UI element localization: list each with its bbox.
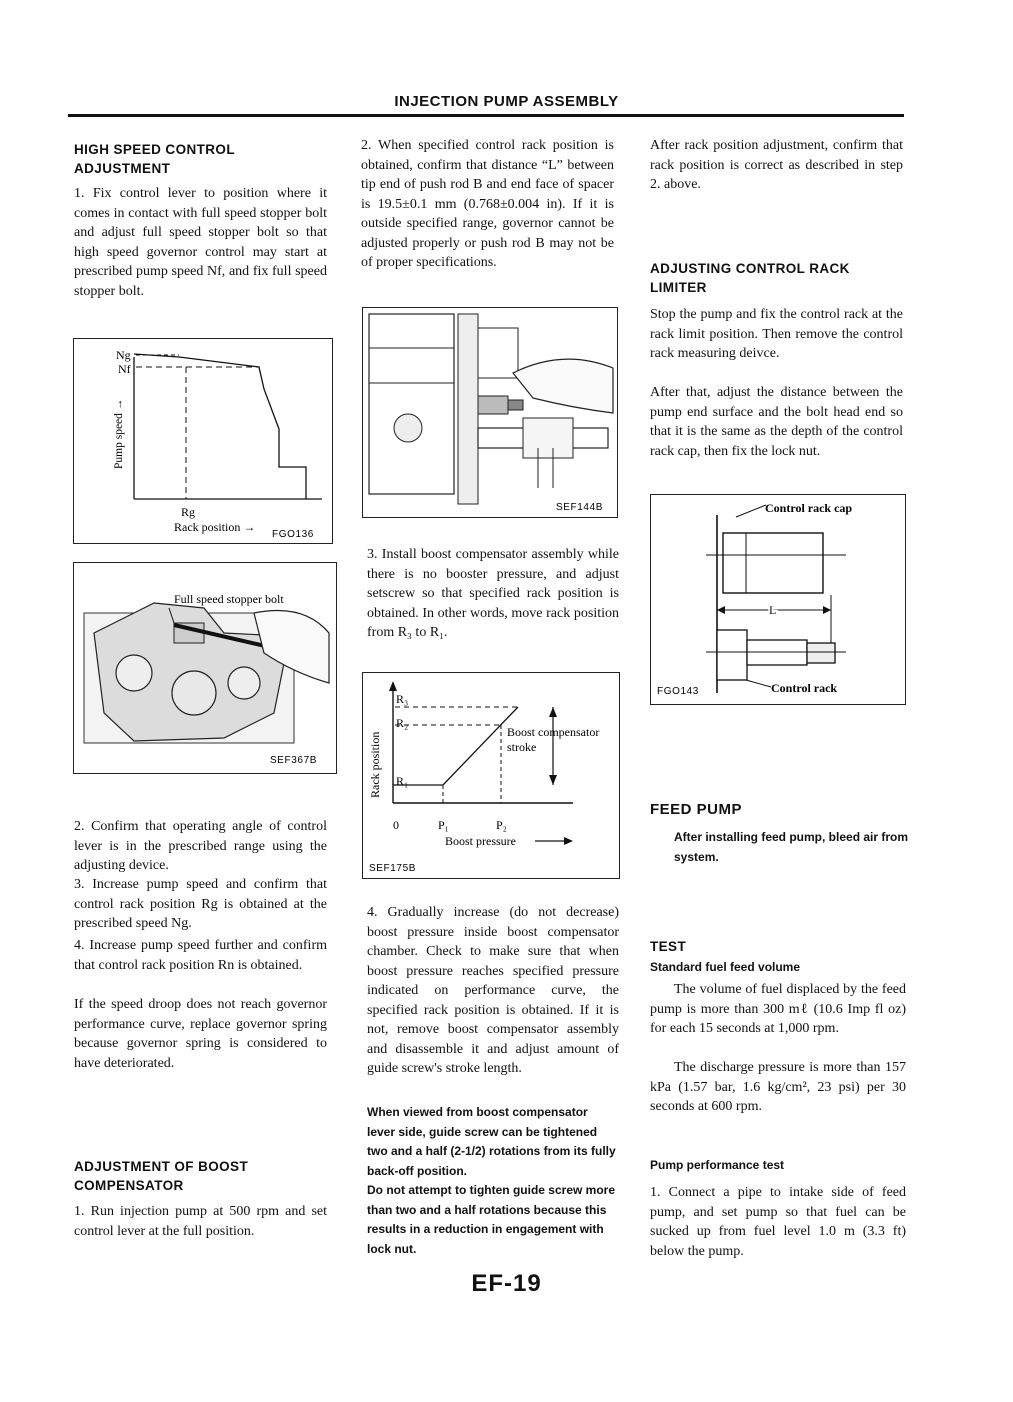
control-rack-label: Control rack xyxy=(771,681,838,695)
col1-para5: If the speed droop does not reach governor performance curve, replace governor spring because governor spring is considered to have deteriorated. xyxy=(74,997,327,1071)
rack-position-axis-label-2: Rack position xyxy=(368,731,382,798)
col2-para2: 3. Install boost compensator assembly while there is no booster pressure, and adjust setscrew so that specified rack position is obtained. In other words, move rack position from R₃ to R₁. xyxy=(367,547,619,640)
col3-para6: 1. Connect a pipe to intake side of feed pump, and set pump so that fuel can be sucked up from fuel level 1.0 m (3.3 ft) below the pump. xyxy=(650,1185,906,1259)
heading-control-rack-limiter: ADJUSTING CONTROL RACK LIMITER xyxy=(650,261,850,295)
subheading-pump-performance-test: Pump performance test xyxy=(650,1158,785,1172)
col1-para4: 4. Increase pump speed further and confirm that control rack position Rn is obtained. xyxy=(74,938,327,973)
figure-push-rod-measurement xyxy=(362,307,618,518)
subheading-standard-fuel-feed-volume: Standard fuel feed volume xyxy=(650,960,801,974)
l-dimension-label: L xyxy=(769,603,777,617)
ng-label: Ng xyxy=(116,348,131,362)
governor-curve-diagram xyxy=(74,339,332,543)
boost-pressure-axis-label: Boost pressure xyxy=(445,834,516,848)
figure-boost-compensator-curve xyxy=(362,672,620,879)
col3-para1: After rack position adjustment, confirm that rack position is correct as described in step 2. above. xyxy=(650,138,903,192)
stroke-label: stroke xyxy=(507,740,537,754)
rack-position-axis-label: Rack position → xyxy=(174,520,256,534)
col1-para2: 2. Confirm that operating angle of control lever is in the prescribed range using the adjusting device. xyxy=(74,819,327,873)
stopper-bolt-label: Full speed stopper bolt xyxy=(174,592,284,606)
heading-high-speed-control: HIGH SPEED CONTROL ADJUSTMENT xyxy=(74,142,235,176)
control-rack-cap-diagram xyxy=(651,495,905,704)
figure-code-fgo143: FGO143 xyxy=(657,686,699,697)
figure-code-sef367b: SEF367B xyxy=(270,755,318,766)
control-rack-cap-label: Control rack cap xyxy=(765,501,853,515)
r3-label: R₃ xyxy=(396,692,409,706)
heading-feed-pump: FEED PUMP xyxy=(650,801,743,818)
page-header: INJECTION PUMP ASSEMBLY xyxy=(394,93,619,110)
col3-para5: The discharge pressure is more than 157 kPa (1.57 bar, 1.6 kg/cm², 23 psi) per 30 seconds at 600 rpm. xyxy=(650,1060,906,1114)
heading-boost-compensator: ADJUSTMENT OF BOOST COMPENSATOR xyxy=(74,1159,249,1193)
figure-code-fgo136: FGO136 xyxy=(272,529,314,540)
r2-label: R₂ xyxy=(396,716,409,730)
boost-compensator-label: Boost compensator xyxy=(507,725,600,739)
page-number: EF-19 xyxy=(471,1270,542,1297)
col1-para3: 3. Increase pump speed and confirm that control rack position Rg is obtained at the prescribed speed Ng. xyxy=(74,877,327,931)
r1-label: R₁ xyxy=(396,774,409,788)
pump-speed-axis-label: Pump speed → xyxy=(113,398,125,469)
p2-label: P₂ xyxy=(496,818,507,832)
col2-para3: 4. Gradually increase (do not decrease) boost pressure inside boost compensator chamber. Check to make sure that when boost pressure reaches specified pressure indicated on performance curve, the specified rack position is obtained. If it is not, remove boost compensator assembly and disassemble it and adjust amount of guide screw's stroke length. xyxy=(367,905,619,1076)
heading-test: TEST xyxy=(650,939,687,954)
figure-control-rack-cap xyxy=(650,494,906,705)
p1-label: P₁ xyxy=(438,818,449,832)
col2-note2: Do not attempt to tighten guide screw more than two and a half rotations because this results in a reduction in engagement with lock nut. xyxy=(367,1183,616,1256)
col3-para3: After that, adjust the distance between the pump end surface and the bolt head end so that it is the same as the depth of the control rack cap, then fix the lock nut. xyxy=(650,385,903,459)
figure-governor-curve xyxy=(73,338,333,544)
boost-compensator-curve-diagram xyxy=(363,673,619,878)
col2-note1: When viewed from boost compensator lever side, guide screw can be tightened two and a half (2-1/2) rotations from its fully back-off position. xyxy=(367,1105,616,1178)
nf-label: Nf xyxy=(118,362,131,376)
col1-para6: 1. Run injection pump at 500 rpm and set control lever at the full position. xyxy=(74,1204,327,1239)
col3-para2: Stop the pump and fix the control rack at the rack limit position. Then remove the control rack measuring deivce. xyxy=(650,307,903,361)
col3-para4: The volume of fuel displaced by the feed pump is more than 300 mℓ (10.6 Imp fl oz) for each 15 seconds at 1,000 rpm. xyxy=(650,982,906,1036)
feed-pump-note: After installing feed pump, bleed air from system. xyxy=(674,830,909,864)
stopper-bolt-photo xyxy=(74,563,336,773)
origin-label: 0 xyxy=(393,818,399,832)
figure-code-sef144b: SEF144B xyxy=(556,502,604,513)
col2-para1: 2. When specified control rack position is obtained, confirm that distance “L” between tip end of push rod B and end face of spacer is 19.5±0.1 mm (0.768±0.004 in). If it is outside specified range, governor cannot be adjusted properly or push rod B may not be of proper specifications. xyxy=(361,138,614,270)
figure-code-sef175b: SEF175B xyxy=(369,863,417,874)
push-rod-measurement-diagram xyxy=(363,308,617,517)
header-rule xyxy=(68,114,904,117)
rg-label: Rg xyxy=(181,505,196,519)
col1-para1: 1. Fix control lever to position where it comes in contact with full speed stopper bolt and adjust full speed stopper bolt so that high speed governor control may start at prescribed pump speed Nf, and fix full speed stopper bolt. xyxy=(74,186,327,299)
figure-full-speed-stopper-bolt xyxy=(73,562,337,774)
